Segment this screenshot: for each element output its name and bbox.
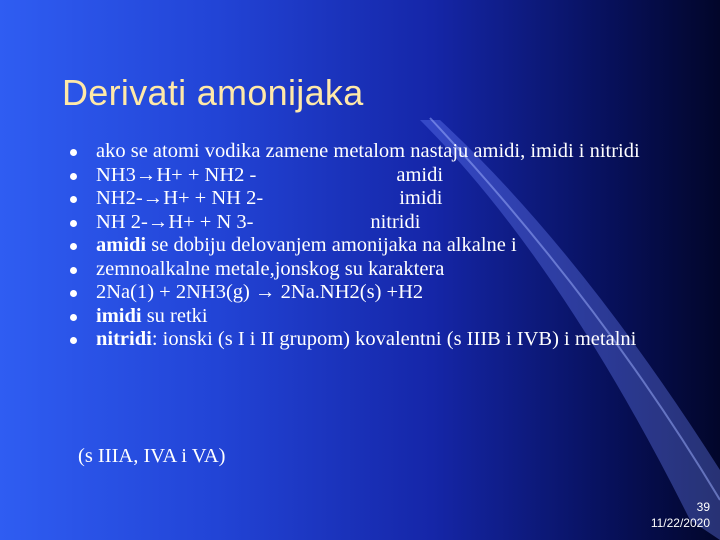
product: H+ + N 3- <box>168 210 254 233</box>
label: imidi <box>399 187 443 209</box>
list-item <box>70 234 690 258</box>
reaction-row <box>96 164 690 188</box>
list-item <box>70 187 690 211</box>
reactant: NH3 <box>96 163 136 186</box>
bullet-dot-icon <box>70 243 77 250</box>
label: nitridi <box>370 210 421 233</box>
list-item <box>70 328 690 352</box>
bullet-text: : ionski (s I i II grupom) kovalentni (s IIIB i IVB) i metalni <box>151 328 637 350</box>
bold-term: amidi <box>96 234 147 256</box>
bullet-dot-icon <box>70 337 77 344</box>
list-item <box>70 211 690 235</box>
bullet-list <box>70 140 690 352</box>
reactant: NH 2- <box>96 210 148 233</box>
bullet-dot-icon <box>70 267 77 274</box>
bullet-dot-icon <box>70 173 77 180</box>
list-item <box>70 305 690 329</box>
list-item <box>70 281 690 305</box>
product: 2Na.NH2(s) +H2 <box>275 281 424 303</box>
product: H+ + NH 2- <box>163 187 264 209</box>
arrow-icon: → <box>255 281 276 303</box>
bullet-dot-icon <box>70 149 77 156</box>
arrow-icon: → <box>147 210 169 233</box>
label: amidi <box>396 163 444 186</box>
reactant: NH2- <box>96 187 143 209</box>
continuation-text: (s IIIA, IVA i VA) <box>78 445 226 467</box>
slide-title: Derivati amonijaka <box>62 72 364 113</box>
reactant: 2Na(1) + 2NH3(g) <box>96 281 256 303</box>
bullet-text: ako se atomi vodika zamene metalom nastaju amidi, imidi i nitridi <box>96 140 640 162</box>
list-item <box>70 140 690 164</box>
reaction-row <box>96 187 690 211</box>
product: H+ + NH2 - <box>156 163 257 186</box>
reaction-row <box>96 211 690 235</box>
bullet-dot-icon <box>70 314 77 321</box>
list-item <box>70 164 690 188</box>
bullet-text: zemnoalkalne metale,jonskog su karaktera <box>96 257 445 280</box>
list-item <box>70 258 690 282</box>
arrow-icon: → <box>135 163 157 186</box>
page-number: 39 <box>696 500 710 514</box>
bullet-text: se dobiju delovanjem amonijaka na alkalne i <box>146 234 517 256</box>
bullet-text: su retki <box>141 304 208 327</box>
bold-term: nitridi <box>96 328 152 350</box>
bullet-dot-icon <box>70 290 77 297</box>
bold-term: imidi <box>96 304 142 327</box>
bullet-dot-icon <box>70 220 77 227</box>
arrow-icon: → <box>142 187 164 209</box>
bullet-dot-icon <box>70 196 77 203</box>
slide-date: 11/22/2020 <box>650 516 710 530</box>
